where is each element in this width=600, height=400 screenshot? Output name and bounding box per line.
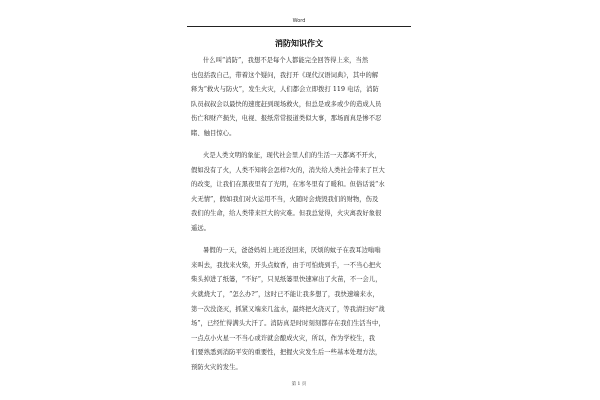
text-line: 我们的生命，给人类带来巨大的灾难。但我总觉得，火灾离我好象很	[191, 210, 382, 218]
text-line: 火就烧大了，“怎么办?”，这时已不能让我多想了，我快速端来水，	[191, 290, 379, 298]
text-line: 的改变，让我们在黑夜里有了光明，在寒冬里有了暖和。但俗话说“水	[191, 181, 385, 189]
text-line: 释为“救火与防火”，发生火灾，人们都会立即拨打 119 电话，消防	[191, 86, 379, 94]
text-line: 暑假的一天，爸爸妈妈上班还没回来，厌烦的蚊子在我耳边嗡嗡	[203, 247, 381, 255]
text-line: 场”，已经忙得满头大汗了。消防真是时时刻刻都存在我们生活当中，	[191, 320, 385, 328]
header-rule	[187, 26, 411, 27]
document-body	[191, 54, 415, 383]
document-page	[183, 12, 415, 392]
paragraph-1	[191, 54, 415, 142]
text-line: 柴头掉进了纸篓，“不好”，只见纸篓里快速窜出了火苗，不一会儿，	[191, 276, 382, 284]
text-line: 什么叫“消防”，我想不是每个人都能完全回答得上来，当然	[203, 57, 369, 64]
header-label: Word	[292, 18, 306, 24]
page-number: 第 1 页	[291, 382, 307, 387]
text-line: 一点点小火星一不当心或许就会酿成火灾，所以，作为学校生，我	[191, 334, 376, 342]
text-line: 假如没有了火，人类不知将会怎样?火的，消失给人类社会带来了巨大	[191, 166, 385, 174]
document-title: 消防知识作文	[275, 38, 323, 48]
text-line: 们要熟悉到消防平安的重要性，把握火灾发生后一些基本处理方法，	[191, 349, 382, 357]
text-line: 遥远。	[191, 225, 211, 233]
text-line: 队员叔叔会以最快的速度赶到现场救火，但总是或多或少的造成人员	[191, 100, 382, 108]
paragraph-3	[191, 244, 415, 375]
text-line: 预防火灾的发生。	[191, 363, 242, 371]
text-line: 也包括我自己，带着这个疑问，我打开《现代汉语词典》，其中的解	[191, 71, 379, 79]
text-line: 伤亡和财产损失，电视、报纸常常报道类似大事，那场面真是惨不忍	[191, 115, 382, 123]
text-line: 来叫去，我找来火柴，开头点蚊香，由于可怕烧到手，一不当心把火	[191, 261, 382, 269]
text-line: 火是人类文明的象征，现代社会里人们的生活一天都离不开火，	[203, 152, 381, 160]
text-line: 火无情”，假如我们对火运用不当，火随时会烧毁我们的财物，伤及	[191, 195, 379, 203]
text-line: 第一次没浇灭，抓紧又端来几盆水，最终把火浇灭了，等我清扫好“战	[191, 305, 385, 313]
text-line: 睹、触目惊心。	[191, 129, 236, 137]
paragraph-2	[191, 149, 415, 237]
